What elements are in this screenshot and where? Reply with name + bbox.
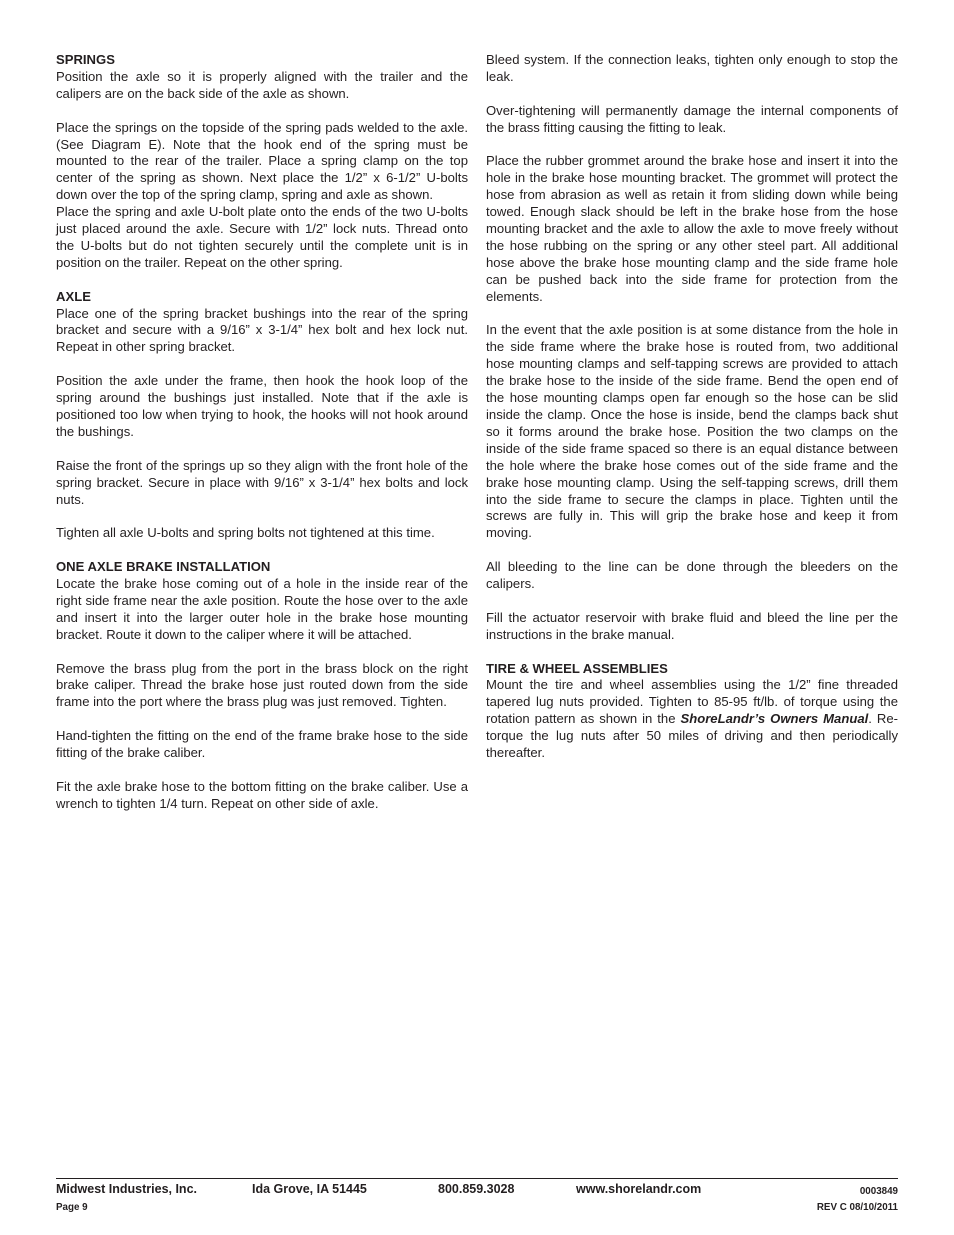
brake-paragraph-4: Fit the axle brake hose to the bottom fitting on the brake caliber. Use a wrench to tighten 1/4 turn. Repeat on other side of axle. — [56, 778, 468, 811]
over-tightening-paragraph: Over-tightening will permanently damage the internal components of the brass fitting causing the fitting to leak. — [486, 102, 898, 135]
footer-divider — [56, 1178, 898, 1179]
footer-revision: REV C 08/10/2011 — [816, 1202, 898, 1213]
springs-paragraph-1: Position the axle so it is properly aligned with the trailer and the calipers are on the back side of the axle as shown. — [56, 68, 468, 101]
axle-heading: AXLE — [56, 288, 91, 304]
tire-wheel-heading: TIRE & WHEEL ASSEMBLIES — [486, 660, 668, 676]
axle-paragraph-4: Tighten all axle U-bolts and spring bolts not tightened at this time. — [56, 525, 435, 541]
springs-paragraph-3: Place the spring and axle U-bolt plate onto the ends of the two U-bolts just placed around the axle. Secure with 1/2” lock nuts. Thread onto the U-bolts but do not tighten securely until the complete unit is in position on the trailer. Repeat on the other spring. — [56, 204, 468, 270]
brake-installation-heading: ONE AXLE BRAKE INSTALLATION — [56, 559, 271, 575]
axle-paragraph-1: Place one of the spring bracket bushings into the rear of the spring bracket and secure with a 9/16” x 3-1/4” hex bolt and hex lock nut. Repeat in other spring bracket. — [56, 305, 468, 355]
springs-paragraph-2: Place the springs on the topside of the spring pads welded to the axle. (See Diagram E). Note that the hook end of the spring must be mounted to the rear of the trailer. Place a spring clamp on the top center of the spring as shown. Next place the 1/2” x 6-1/2” U-bolts down over the top of the spring clamp, spring and axle as shown. — [56, 119, 468, 203]
footer-company: Midwest Industries, Inc. — [56, 1182, 197, 1196]
footer-website: www.shorelandr.com — [576, 1182, 702, 1196]
bleeding-paragraph: All bleeding to the line can be done through the bleeders on the calipers. — [486, 559, 898, 592]
footer-phone: 800.859.3028 — [438, 1182, 515, 1196]
footer-part-number: 0003849 — [859, 1186, 898, 1197]
tire-wheel-paragraph — [486, 677, 898, 762]
springs-heading: SPRINGS — [56, 52, 115, 67]
axle-paragraph-2: Position the axle under the frame, then hook the hook loop of the spring around the bushings just installed. Note that if the axle is positioned too low when trying to hook, the hooks will not hook around the bushings. — [56, 373, 468, 439]
right-column — [486, 52, 898, 779]
brake-paragraph-3: Hand-tighten the fitting on the end of the frame brake hose to the side fitting of the brake caliber. — [56, 728, 468, 761]
axle-paragraph-3: Raise the front of the springs up so they align with the front hole of the spring bracket. Secure in place with 9/16” x 3-1/4” hex bolts and lock nuts. — [56, 457, 468, 507]
grommet-paragraph: Place the rubber grommet around the brake hose and insert it into the hole in the brake hose mounting bracket. The grommet will protect the hose from abrasion as well as retain it from sliding down while being towed. Enough slack should be left in the brake hose from the hose mounting bracket and the axle to allow the axle to move freely without the hose rubbing on the spring or any other steel part. All additional hose above the brake hose mounting clamp and the side frame hole can be pushed back into the side frame for protection from the elements. — [486, 153, 898, 304]
tire-text-b: . Re-torque the lug nuts after 50 miles of driving and then periodically thereafter. — [486, 711, 898, 761]
reservoir-paragraph: Fill the actuator reservoir with brake fluid and bleed the line per the instructions in the brake manual. — [486, 609, 898, 642]
brake-paragraph-2: Remove the brass plug from the port in the brass block on the right brake caliper. Thread the brake hose just routed down from the side frame into the port where the brass plug was just removed. Tighten. — [56, 660, 468, 710]
bleed-paragraph: Bleed system. If the connection leaks, tighten only enough to stop the leak. — [486, 52, 898, 84]
tire-text-a: Mount the tire and wheel assemblies using the 1/2” fine threaded tapered lug nuts provided. Tighten to 85-95 ft/lb. of torque using the rotation pattern as shown in the — [486, 677, 898, 727]
footer-city: Ida Grove, IA 51445 — [252, 1182, 367, 1196]
footer-page-number: Page 9 — [56, 1202, 88, 1213]
left-column — [56, 52, 468, 830]
hose-clamps-paragraph: In the event that the axle position is at some distance from the hole in the side frame where the brake hose is routed from, two additional hose mounting clamps and self-tapping screws are provided to attach the brake hose to the inside of the side frame. Bend the open end of the hose mounting clamps open far enough so the hose can be slid inside the clamp. Once the hose is inside, bend the clamps back shut so it forms around the brake hose. Position the two clamps on the inside of the side frame spaced so there is an equal distance between the hole where the brake hose comes out of the side frame and the brake hose mounting clamp. Using the self-tapping screws, drill them into the side frame to secure the clamps in place. Tighten until the screws are fully in. This will grip the brake hose and keep it from moving. — [486, 322, 898, 541]
brake-paragraph-1: Locate the brake hose coming out of a hole in the inside rear of the right side frame near the axle position. Route the hose over to the axle and insert it into the larger outer hole in the brake hose mounting bracket. Route it down to the caliper where it will be attached. — [56, 576, 468, 642]
owners-manual-title: ShoreLandr’s Owners Manual — [680, 711, 869, 727]
